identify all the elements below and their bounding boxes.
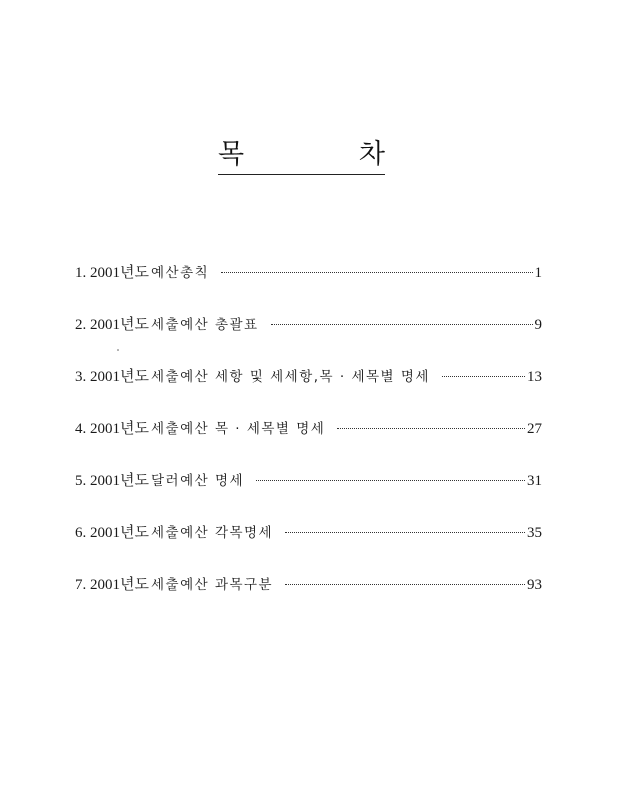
toc-entry-text: 세출예산 목 · 세목별 명세 [150, 421, 326, 437]
toc-list [75, 263, 542, 627]
toc-entry-number: 4. 2001년도 [75, 421, 149, 437]
toc-entry-5 [75, 471, 542, 523]
title-char-2: 차 [358, 139, 385, 170]
toc-entry-text: 달러예산 명세 [150, 473, 245, 489]
dot-leader [271, 324, 533, 325]
table-of-contents-title [218, 138, 385, 175]
toc-entry-7 [75, 575, 542, 627]
toc-entry-3 [75, 367, 542, 419]
dot-leader [221, 272, 532, 273]
dot-leader [285, 532, 525, 533]
toc-entry-4 [75, 419, 542, 471]
toc-entry-text: 세출예산 각목명세 [150, 525, 274, 541]
toc-entry-1 [75, 263, 542, 315]
toc-entry-number: 6. 2001년도 [75, 525, 149, 541]
dot-leader [337, 428, 525, 429]
title-char-1: 목 [218, 139, 245, 170]
toc-entry-number: 1. 2001년도 [75, 265, 149, 281]
toc-entry-page: 93 [527, 577, 542, 593]
toc-entry-page: 31 [527, 473, 542, 489]
toc-entry-text: 예산총칙 [150, 265, 210, 281]
toc-entry-text: 세출예산 과목구분 [150, 577, 274, 593]
toc-entry-page: 35 [527, 525, 542, 541]
toc-entry-text: 세출예산 세항 및 세세항,목 · 세목별 명세 [150, 369, 430, 385]
toc-entry-page: 9 [534, 317, 542, 333]
dot-leader [256, 480, 525, 481]
toc-entry-page: 1 [534, 265, 542, 281]
toc-entry-number: 5. 2001년도 [75, 473, 149, 489]
toc-entry-2 [75, 315, 542, 367]
toc-entry-number: 2. 2001년도 [75, 317, 149, 333]
dot-leader [285, 584, 525, 585]
toc-entry-6 [75, 523, 542, 575]
dot-leader [442, 376, 525, 377]
toc-entry-page: 27 [527, 421, 542, 437]
toc-entry-number: 3. 2001년도 [75, 369, 149, 385]
toc-entry-page: 13 [527, 369, 542, 385]
toc-entry-number: 7. 2001년도 [75, 577, 149, 593]
toc-entry-text: 세출예산 총괄표 [150, 317, 259, 333]
